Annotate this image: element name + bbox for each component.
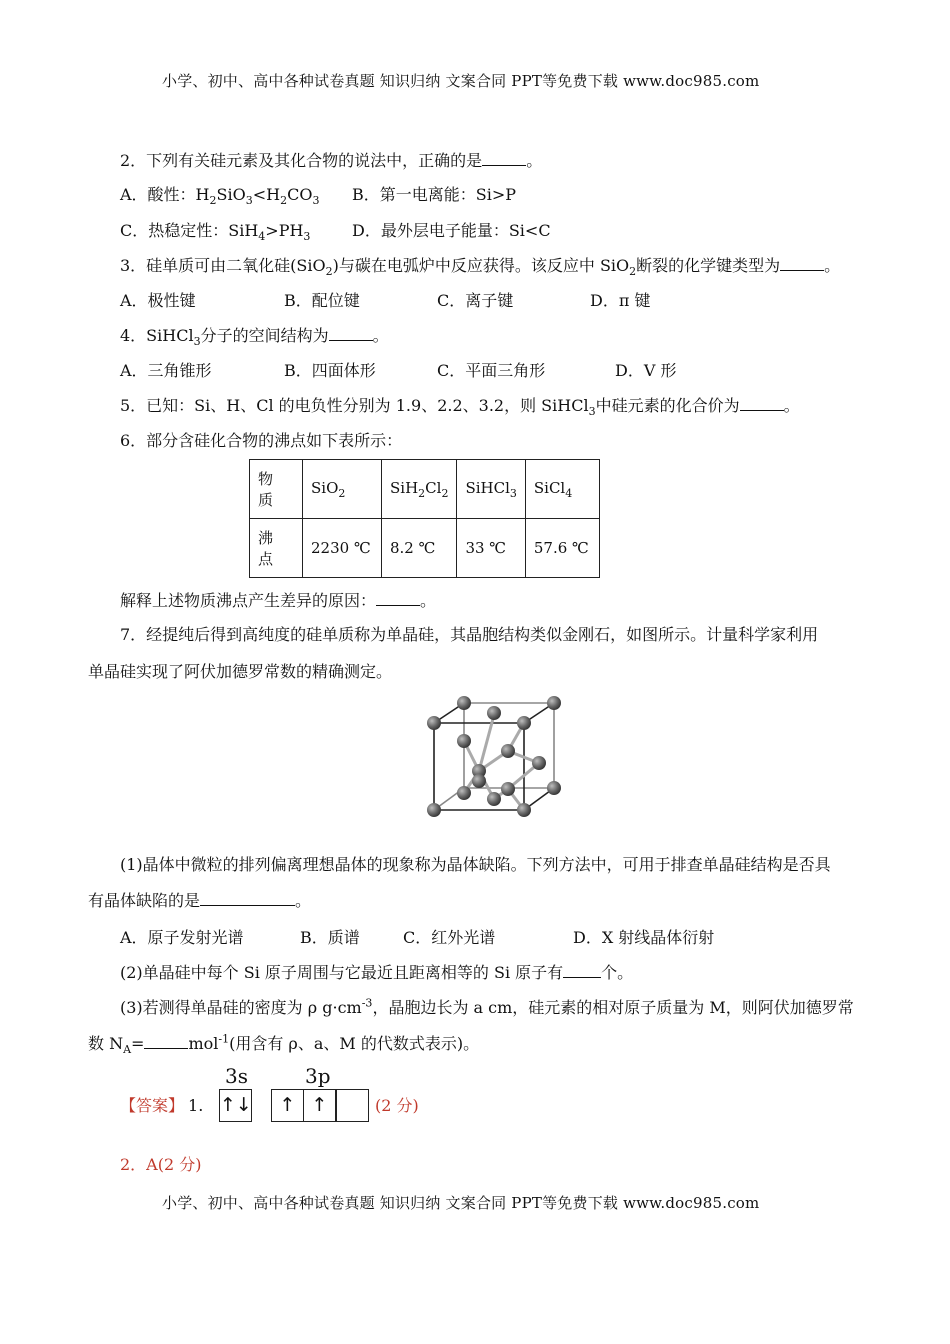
q7-part1-option: C．红外光谱 (403, 928, 496, 947)
orbital-box-3s: ↑↓ (219, 1089, 252, 1122)
page-footer: 小学、初中、高中各种试卷真题 知识归纳 文案合同 PPT等免费下载 www.doc985.com (162, 1194, 760, 1212)
table-row (250, 519, 600, 578)
q7-part2: (2)单晶硅中每个 Si 原子周围与它最近且距离相等的 Si 原子有 个。 (120, 963, 634, 982)
q4-option: D．V 形 (615, 361, 677, 380)
q2-option-a: A．酸性：$H_2SiO_3<H_2CO_3$ (120, 185, 320, 208)
table-cell: SiHCl$_3$ (457, 460, 525, 519)
table-cell: 8.2 ℃ (382, 519, 457, 578)
q3-option: D．π 键 (590, 291, 651, 310)
table-header-cell: 物 质 (250, 460, 303, 519)
table-header-cell: 沸 点 (250, 519, 303, 578)
q3-option: B．配位键 (284, 291, 360, 310)
answer-blank[interactable] (780, 256, 824, 271)
table-cell: 33 ℃ (457, 519, 525, 578)
q6-explain: 解释上述物质沸点产生差异的原因： 。 (120, 591, 437, 610)
q7-part3-line2: 数 $N_A= mol^{-1}$(用含有 ρ、a、M 的代数式表示)。 (88, 1032, 480, 1057)
q7-part3-line1: (3)若测得单晶硅的密度为 ρ $g\cdot cm^{-3}$，晶胞边长为 a cm，硅元素的相对原子质量为 M，则阿伏加德罗常 (120, 996, 854, 1017)
q4-stem: 4．SiHCl$_3$分子的空间结构为 。 (120, 326, 389, 349)
q7-part1-line1: (1)晶体中微粒的排列偏离理想晶体的现象称为晶体缺陷。下列方法中，可用于排查单晶硅结构是否具 (120, 855, 831, 874)
answer-blank[interactable] (144, 1034, 188, 1049)
q7-part1-line2: 有晶体缺陷的是 。 (88, 891, 312, 910)
table-cell: $SiH_2Cl_2$ (382, 460, 457, 519)
bonds (464, 715, 539, 810)
q7-part1-option: B．质谱 (300, 928, 360, 947)
q4-option: B．四面体形 (284, 361, 376, 380)
orbital-box-3p: ↑ (303, 1089, 336, 1122)
table-row (250, 460, 600, 519)
q2-option-c: C．热稳定性：$SiH_4>PH_3$ (120, 221, 311, 244)
answer-blank[interactable] (482, 151, 526, 166)
answer-blank[interactable] (740, 396, 784, 411)
answer-line2: 2．A(2 分) (120, 1155, 202, 1174)
answer-blank[interactable] (376, 591, 420, 606)
orbital-box-3p: ↑ (271, 1089, 304, 1122)
table-cell: SiO$_2$ (303, 460, 382, 519)
answer-blank[interactable] (563, 963, 601, 978)
table-cell: 57.6 ℃ (525, 519, 599, 578)
answer-score: (2 分) (375, 1096, 419, 1115)
boiling-point-table (249, 459, 600, 578)
q7-stem-line1: 7．经提纯后得到高纯度的硅单质称为单晶硅，其晶胞结构类似金刚石，如图所示。计量科学家利用 (120, 625, 819, 644)
silicon-unit-cell-figure (424, 693, 564, 823)
answer-blank[interactable] (200, 891, 295, 906)
q5-stem: 5．已知：Si、H、Cl 的电负性分别为 1.9、2.2、3.2，则 SiHCl$_3$中硅元素的化合价为 。 (120, 396, 800, 419)
q2-option-d: D．最外层电子能量：Si<C (352, 221, 551, 240)
q6-stem: 6．部分含硅化合物的沸点如下表所示： (120, 431, 403, 450)
page-header: 小学、初中、高中各种试卷真题 知识归纳 文案合同 PPT等免费下载 www.doc985.com (162, 72, 760, 90)
q3-option: C．离子键 (437, 291, 514, 310)
table-cell: SiCl$_4$ (525, 460, 599, 519)
q4-option: A．三角锥形 (120, 361, 212, 380)
q3-option: A．极性键 (120, 291, 196, 310)
orbital-label-3p: 3p (305, 1064, 331, 1088)
table-cell: 2230 ℃ (303, 519, 382, 578)
q2-option-b: B．第一电离能：Si>P (352, 185, 517, 204)
q4-option: C．平面三角形 (437, 361, 546, 380)
q2-stem: 2．下列有关硅元素及其化合物的说法中，正确的是 。 (120, 151, 543, 170)
q7-part1-option: A．原子发射光谱 (120, 928, 244, 947)
q7-stem-line2: 单晶硅实现了阿伏加德罗常数的精确测定。 (88, 662, 393, 681)
orbital-label-3s: 3s (225, 1064, 248, 1088)
orbital-box-3p (336, 1089, 369, 1122)
answer-blank[interactable] (329, 326, 373, 341)
answer-label: 【答案】 1. (120, 1096, 204, 1115)
q7-part1-option: D．X 射线晶体衍射 (573, 928, 715, 947)
q3-stem: 3．硅单质可由二氧化硅(SiO$_2$)与碳在电弧炉中反应获得。该反应中 SiO$_2$断裂的化学键类型为 。 (120, 256, 841, 279)
